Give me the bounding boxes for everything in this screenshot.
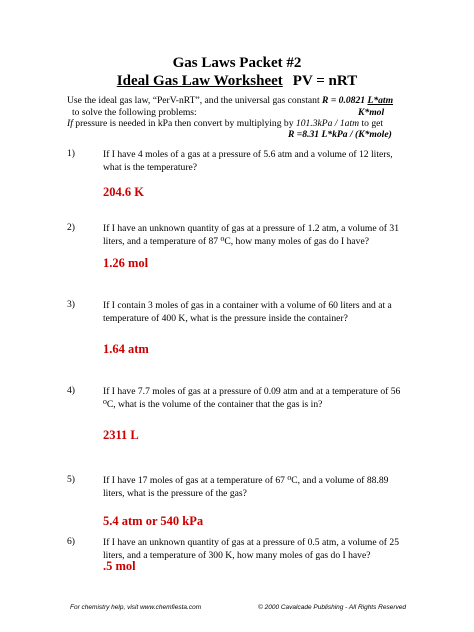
question-4-text: If I have 7.7 moles of gas at a pressure of 0.09 atm and at a temperature of 56 ⁰C, what is the volume of the container that the gas is in?: [103, 386, 401, 410]
question-1-text: If I have 4 moles of a gas at a pressure of 5.6 atm and a volume of 12 liters, what is the temperature?: [103, 149, 393, 173]
question-1-answer: 204.6 K: [103, 185, 144, 199]
question-6-text: If I have an unknown quantity of gas at a pressure of 0.5 atm, a volume of 25 liters, and a temperature of 300 K, how many moles of gas do I have?: [103, 537, 399, 561]
question-4-answer: 2311 L: [103, 428, 139, 442]
intro-if-word: If: [67, 118, 73, 129]
footer-copyright: © 2000 Cavalcade Publishing - All Rights Reserved: [258, 604, 406, 611]
intro-text-1: Use the ideal gas law, “PerV-nRT”, and the universal gas constant: [67, 95, 323, 106]
worksheet-subtitle: Ideal Gas Law Worksheet: [116, 73, 283, 89]
intro-text-3: pressure is needed in kPa then convert by multiplying by: [75, 118, 296, 129]
intro-line-3: [67, 118, 383, 129]
question-6-number: 6): [67, 536, 75, 547]
question-1-number: 1): [67, 148, 75, 159]
question-5-answer: 5.4 atm or 540 kPa: [103, 514, 204, 528]
intro-line-4: [288, 129, 392, 140]
intro-line-1: [67, 95, 393, 106]
question-2-answer: 1.26 mol: [103, 256, 149, 270]
packet-title: Gas Laws Packet #2: [172, 55, 302, 71]
conversion-factor: 101.3kPa / 1atm: [295, 118, 360, 129]
worksheet-title: [0, 73, 474, 90]
question-3-answer: 1.64 atm: [103, 342, 149, 356]
intro-text-2: to solve the following problems:: [72, 107, 197, 118]
question-5-text: If I have 17 moles of gas at a temperature of 67 ⁰C, and a volume of 88.89 liters, what is the pressure of the gas?: [103, 475, 389, 499]
footer-help-link: For chemistry help, visit www.chemfiesta.com: [70, 604, 202, 611]
gas-constant-kpa: R =8.31 L*kPa / (K*mole): [288, 129, 392, 140]
gas-constant-unit-bottom: K*mol: [358, 107, 385, 118]
gas-constant-unit-top: L*atm: [367, 95, 394, 106]
question-5-number: 5): [67, 474, 75, 485]
question-3-text: If I contain 3 moles of gas in a container with a volume of 60 liters and at a temperature of 400 K, what is the pressure inside the container?: [103, 300, 392, 324]
question-2-text: If I have an unknown quantity of gas at a pressure of 1.2 atm, a volume of 31 liters, and a temperature of 87 ⁰C, how many moles of gas do I have?: [103, 223, 399, 247]
intro-line-2: [72, 107, 197, 118]
gas-constant-atm: R = 0.0821: [322, 95, 366, 106]
question-3-number: 3): [67, 299, 75, 310]
question-4-number: 4): [67, 385, 75, 396]
question-2-number: 2): [67, 222, 75, 233]
gas-constant-unit-bottom-wrap: [358, 107, 384, 118]
question-6-answer: .5 mol: [103, 559, 136, 573]
ideal-gas-equation: PV = nRT: [292, 73, 358, 89]
intro-text-3-tail: to get: [359, 118, 384, 129]
